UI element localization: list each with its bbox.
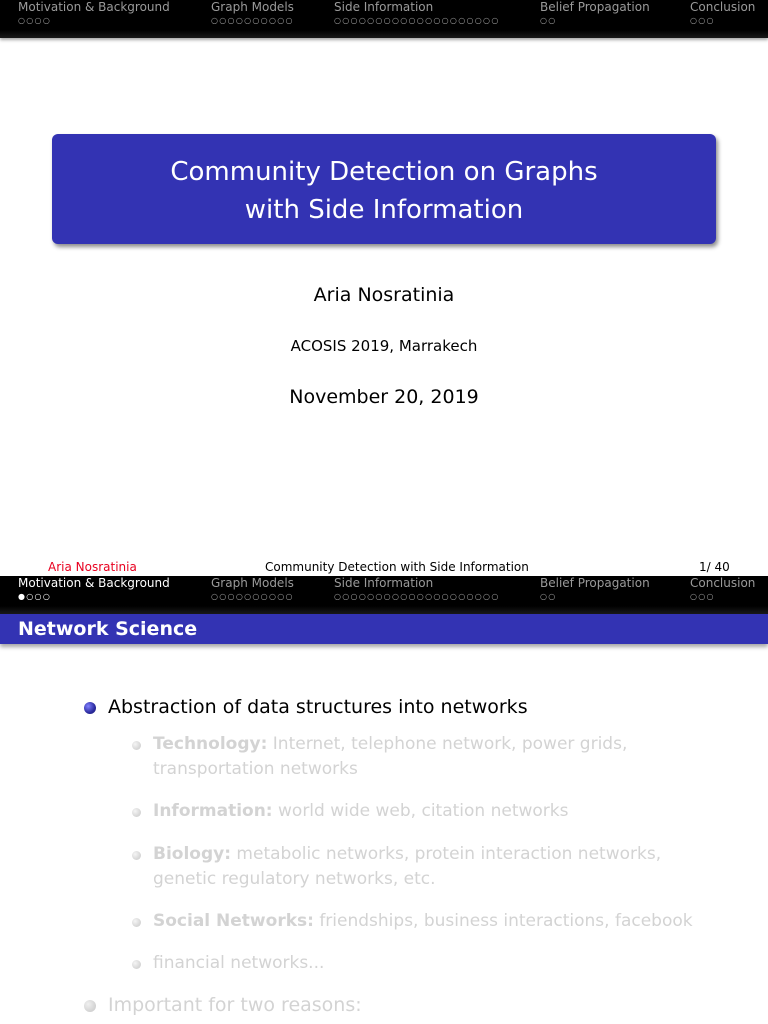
- title-line-1: Community Detection on Graphs: [170, 157, 598, 187]
- nav-section-belief-propagation[interactable]: Belief Propagation: [540, 0, 650, 14]
- nav-dots-motivation[interactable]: ○○○○: [18, 16, 52, 25]
- frame-title: Network Science: [18, 618, 198, 640]
- nav-dots-motivation-active[interactable]: ●○○○: [18, 592, 52, 601]
- subitem-text: world wide web, citation networks: [272, 801, 569, 821]
- subitem-text: Internet, telephone network, power grids, transportation networks: [153, 734, 628, 779]
- nav-dots-conclusion[interactable]: ○○○: [690, 592, 715, 601]
- nav-section-belief-propagation[interactable]: Belief Propagation: [540, 576, 650, 590]
- nav-dots-graph-models[interactable]: ○○○○○○○○○○: [211, 592, 294, 601]
- subitem-information: [153, 799, 713, 824]
- subitem-label: Biology:: [153, 844, 232, 864]
- nav-section-motivation[interactable]: Motivation & Background: [18, 0, 170, 14]
- footer: [0, 558, 768, 576]
- sub-bullet-icon: [132, 741, 141, 750]
- subitem-text: metabolic networks, protein interaction networks, genetic regulatory networks, etc.: [153, 844, 662, 889]
- footer-author: Aria Nosratinia: [48, 560, 137, 574]
- venue: ACOSIS 2019, Marrakech: [290, 337, 478, 355]
- subitem-label: Information:: [153, 801, 273, 821]
- author-name: Aria Nosratinia: [313, 284, 455, 306]
- sub-bullet-icon: [132, 960, 141, 969]
- subitem-label: Social Networks:: [153, 911, 314, 931]
- footer-page-number: 1/ 40: [699, 560, 730, 574]
- title-box: [52, 134, 716, 244]
- subitem-social-networks: [153, 909, 713, 934]
- navigation-bar: [0, 0, 768, 38]
- nav-dots-graph-models[interactable]: ○○○○○○○○○○: [211, 16, 294, 25]
- navigation-bar-2: [0, 576, 768, 614]
- sub-bullet-icon: [132, 851, 141, 860]
- nav-dots-side-information[interactable]: ○○○○○○○○○○○○○○○○○○○○: [334, 16, 500, 25]
- nav-dots-belief-propagation[interactable]: ○○: [540, 16, 557, 25]
- sub-bullet-icon: [132, 918, 141, 927]
- subitem-financial: [153, 951, 713, 976]
- nav-section-conclusion[interactable]: Conclusion: [690, 0, 756, 14]
- nav-section-conclusion[interactable]: Conclusion: [690, 576, 756, 590]
- subitem-label: Technology:: [153, 734, 268, 754]
- bullet-icon: [84, 702, 96, 714]
- nav-dots-conclusion[interactable]: ○○○: [690, 16, 715, 25]
- bullet-important: [108, 993, 362, 1017]
- presentation-date: November 20, 2019: [289, 386, 479, 408]
- subitem-text: financial networks...: [153, 953, 325, 973]
- nav-dots-belief-propagation[interactable]: ○○: [540, 592, 557, 601]
- bullet-text: Abstraction of data structures into networks: [108, 696, 528, 718]
- nav-section-motivation-active[interactable]: Motivation & Background: [18, 576, 170, 590]
- frame-title-bar: [0, 614, 768, 644]
- sub-bullet-icon: [132, 808, 141, 817]
- subitem-technology: [153, 732, 713, 782]
- nav-dots-side-information[interactable]: ○○○○○○○○○○○○○○○○○○○○: [334, 592, 500, 601]
- bullet-icon: [84, 1000, 96, 1012]
- nav-section-side-information[interactable]: Side Information: [334, 0, 434, 14]
- nav-section-side-information[interactable]: Side Information: [334, 576, 434, 590]
- subitem-text: friendships, business interactions, facebook: [313, 911, 693, 931]
- title-line-2: with Side Information: [244, 195, 524, 225]
- subitem-biology: [153, 842, 713, 892]
- footer-title: Community Detection with Side Information: [265, 560, 529, 574]
- nav-section-graph-models[interactable]: Graph Models: [211, 0, 294, 14]
- network-science-slide: [0, 576, 768, 1024]
- nav-section-graph-models[interactable]: Graph Models: [211, 576, 294, 590]
- bullet-text: Important for two reasons:: [108, 994, 362, 1016]
- bullet-abstraction: [108, 695, 528, 719]
